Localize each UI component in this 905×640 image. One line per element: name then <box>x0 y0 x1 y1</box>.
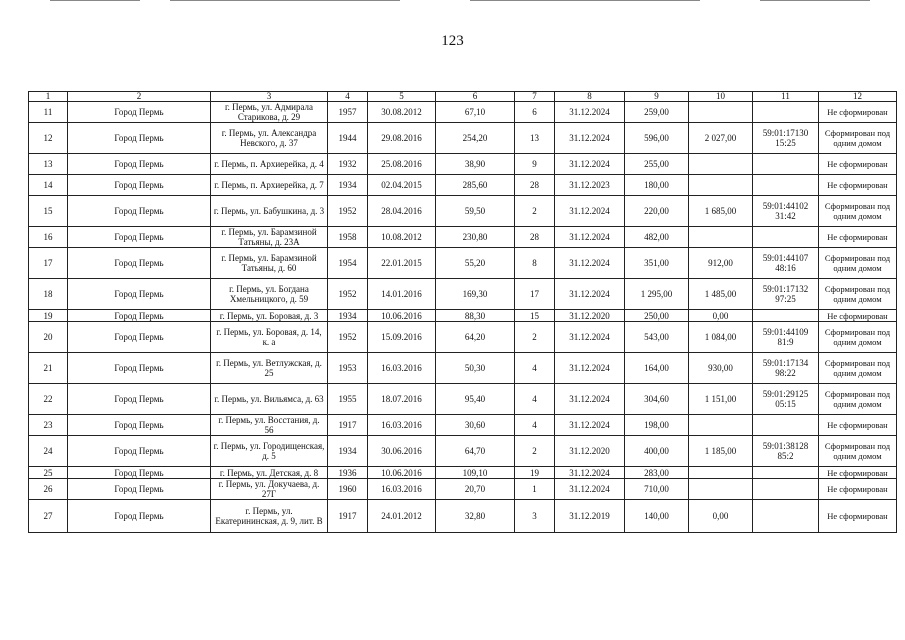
plot-area-cell: 1 485,00 <box>689 279 753 310</box>
row-number-cell: 12 <box>29 123 68 154</box>
plot-status-cell: Не сформирован <box>819 479 897 500</box>
year-built-cell: 1952 <box>328 196 368 227</box>
area-cell: 67,10 <box>436 102 515 123</box>
residents-cell: 28 <box>515 227 555 248</box>
cadastral-number-cell <box>753 154 819 175</box>
header-cell: 4 <box>328 92 368 102</box>
deadline-cell: 31.12.2024 <box>555 467 625 479</box>
address-cell: г. Пермь, ул. Детская, д. 8 <box>211 467 328 479</box>
address-cell: г. Пермь, п. Архиерейка, д. 7 <box>211 175 328 196</box>
residents-cell: 15 <box>515 310 555 322</box>
table-row <box>29 310 897 322</box>
residents-cell: 28 <box>515 175 555 196</box>
row-number-cell: 24 <box>29 436 68 467</box>
municipality-cell: Город Пермь <box>68 322 211 353</box>
land-area-cell: 710,00 <box>625 479 689 500</box>
year-built-cell: 1932 <box>328 154 368 175</box>
plot-area-cell: 1 685,00 <box>689 196 753 227</box>
scan-edge-line <box>50 0 140 1</box>
table-row <box>29 248 897 279</box>
land-area-cell: 400,00 <box>625 436 689 467</box>
table-row <box>29 102 897 123</box>
deadline-cell: 31.12.2024 <box>555 479 625 500</box>
area-cell: 285,60 <box>436 175 515 196</box>
plot-area-cell: 1 185,00 <box>689 436 753 467</box>
deadline-cell: 31.12.2023 <box>555 175 625 196</box>
date-cell: 24.01.2012 <box>368 500 436 533</box>
plot-status-cell: Сформирован под одним домом <box>819 353 897 384</box>
header-cell: 11 <box>753 92 819 102</box>
land-area-cell: 180,00 <box>625 175 689 196</box>
area-cell: 50,30 <box>436 353 515 384</box>
plot-status-cell: Не сформирован <box>819 500 897 533</box>
cadastral-number-cell: 59:01:17134 98:22 <box>753 353 819 384</box>
plot-status-cell: Не сформирован <box>819 310 897 322</box>
address-cell: г. Пермь, ул. Вильямса, д. 63 <box>211 384 328 415</box>
year-built-cell: 1934 <box>328 436 368 467</box>
area-cell: 30,60 <box>436 415 515 436</box>
land-area-cell: 220,00 <box>625 196 689 227</box>
deadline-cell: 31.12.2024 <box>555 279 625 310</box>
cadastral-number-cell: 59:01:29125 05:15 <box>753 384 819 415</box>
cadastral-number-cell: 59:01:17130 15:25 <box>753 123 819 154</box>
plot-status-cell: Не сформирован <box>819 175 897 196</box>
area-cell: 95,40 <box>436 384 515 415</box>
land-area-cell: 255,00 <box>625 154 689 175</box>
deadline-cell: 31.12.2020 <box>555 310 625 322</box>
residents-cell: 13 <box>515 123 555 154</box>
residents-cell: 4 <box>515 353 555 384</box>
date-cell: 16.03.2016 <box>368 415 436 436</box>
cadastral-number-cell <box>753 175 819 196</box>
housing-table <box>28 91 897 533</box>
municipality-cell: Город Пермь <box>68 436 211 467</box>
year-built-cell: 1934 <box>328 175 368 196</box>
row-number-cell: 15 <box>29 196 68 227</box>
date-cell: 14.01.2016 <box>368 279 436 310</box>
year-built-cell: 1936 <box>328 467 368 479</box>
year-built-cell: 1954 <box>328 248 368 279</box>
row-number-cell: 11 <box>29 102 68 123</box>
deadline-cell: 31.12.2020 <box>555 436 625 467</box>
table-row <box>29 196 897 227</box>
date-cell: 16.03.2016 <box>368 479 436 500</box>
municipality-cell: Город Пермь <box>68 102 211 123</box>
area-cell: 32,80 <box>436 500 515 533</box>
plot-status-cell: Сформирован под одним домом <box>819 196 897 227</box>
land-area-cell: 482,00 <box>625 227 689 248</box>
area-cell: 64,70 <box>436 436 515 467</box>
deadline-cell: 31.12.2024 <box>555 196 625 227</box>
residents-cell: 2 <box>515 322 555 353</box>
cadastral-number-cell <box>753 227 819 248</box>
municipality-cell: Город Пермь <box>68 467 211 479</box>
residents-cell: 2 <box>515 196 555 227</box>
area-cell: 38,90 <box>436 154 515 175</box>
cadastral-number-cell <box>753 479 819 500</box>
header-cell: 8 <box>555 92 625 102</box>
land-area-cell: 304,60 <box>625 384 689 415</box>
year-built-cell: 1917 <box>328 500 368 533</box>
plot-area-cell <box>689 154 753 175</box>
plot-status-cell: Сформирован под одним домом <box>819 436 897 467</box>
year-built-cell: 1953 <box>328 353 368 384</box>
residents-cell: 17 <box>515 279 555 310</box>
land-area-cell: 283,00 <box>625 467 689 479</box>
plot-area-cell <box>689 415 753 436</box>
plot-status-cell: Не сформирован <box>819 415 897 436</box>
address-cell: г. Пермь, п. Архиерейка, д. 4 <box>211 154 328 175</box>
year-built-cell: 1960 <box>328 479 368 500</box>
residents-cell: 2 <box>515 436 555 467</box>
table-row <box>29 227 897 248</box>
cadastral-number-cell: 59:01:44102 31:42 <box>753 196 819 227</box>
date-cell: 28.04.2016 <box>368 196 436 227</box>
municipality-cell: Город Пермь <box>68 384 211 415</box>
address-cell: г. Пермь, ул. Боровая, д. 3 <box>211 310 328 322</box>
area-cell: 109,10 <box>436 467 515 479</box>
year-built-cell: 1955 <box>328 384 368 415</box>
scan-edge-line <box>760 0 870 1</box>
plot-status-cell: Сформирован под одним домом <box>819 279 897 310</box>
page-number: 123 <box>441 33 464 49</box>
header-cell: 5 <box>368 92 436 102</box>
plot-area-cell <box>689 467 753 479</box>
plot-status-cell: Не сформирован <box>819 227 897 248</box>
address-cell: г. Пермь, ул. Барамзиной Татьяны, д. 60 <box>211 248 328 279</box>
municipality-cell: Город Пермь <box>68 248 211 279</box>
cadastral-number-cell: 59:01:38128 85:2 <box>753 436 819 467</box>
residents-cell: 6 <box>515 102 555 123</box>
plot-area-cell <box>689 227 753 248</box>
row-number-cell: 16 <box>29 227 68 248</box>
plot-status-cell: Не сформирован <box>819 102 897 123</box>
address-cell: г. Пермь, ул. Восстания, д. 56 <box>211 415 328 436</box>
row-number-cell: 13 <box>29 154 68 175</box>
area-cell: 64,20 <box>436 322 515 353</box>
row-number-cell: 17 <box>29 248 68 279</box>
scan-edge-line <box>470 0 700 1</box>
deadline-cell: 31.12.2024 <box>555 123 625 154</box>
row-number-cell: 21 <box>29 353 68 384</box>
table-row <box>29 353 897 384</box>
year-built-cell: 1952 <box>328 322 368 353</box>
plot-area-cell <box>689 102 753 123</box>
plot-area-cell: 930,00 <box>689 353 753 384</box>
municipality-cell: Город Пермь <box>68 310 211 322</box>
area-cell: 55,20 <box>436 248 515 279</box>
date-cell: 10.08.2012 <box>368 227 436 248</box>
header-cell: 7 <box>515 92 555 102</box>
cadastral-number-cell <box>753 467 819 479</box>
table-row <box>29 500 897 533</box>
plot-area-cell <box>689 175 753 196</box>
residents-cell: 4 <box>515 415 555 436</box>
area-cell: 20,70 <box>436 479 515 500</box>
municipality-cell: Город Пермь <box>68 500 211 533</box>
date-cell: 16.03.2016 <box>368 353 436 384</box>
cadastral-number-cell <box>753 102 819 123</box>
plot-area-cell: 912,00 <box>689 248 753 279</box>
address-cell: г. Пермь, ул. Бабушкина, д. 3 <box>211 196 328 227</box>
cadastral-number-cell <box>753 310 819 322</box>
date-cell: 15.09.2016 <box>368 322 436 353</box>
row-number-cell: 23 <box>29 415 68 436</box>
plot-area-cell <box>689 479 753 500</box>
table-row <box>29 154 897 175</box>
residents-cell: 9 <box>515 154 555 175</box>
municipality-cell: Город Пермь <box>68 479 211 500</box>
date-cell: 02.04.2015 <box>368 175 436 196</box>
row-number-cell: 19 <box>29 310 68 322</box>
deadline-cell: 31.12.2024 <box>555 154 625 175</box>
area-cell: 169,30 <box>436 279 515 310</box>
deadline-cell: 31.12.2024 <box>555 415 625 436</box>
plot-area-cell: 1 084,00 <box>689 322 753 353</box>
municipality-cell: Город Пермь <box>68 175 211 196</box>
table-row <box>29 479 897 500</box>
deadline-cell: 31.12.2024 <box>555 248 625 279</box>
cadastral-number-cell: 59:01:17132 97:25 <box>753 279 819 310</box>
land-area-cell: 250,00 <box>625 310 689 322</box>
plot-status-cell: Сформирован под одним домом <box>819 248 897 279</box>
date-cell: 30.06.2016 <box>368 436 436 467</box>
deadline-cell: 31.12.2024 <box>555 384 625 415</box>
address-cell: г. Пермь, ул. Боровая, д. 14, к. а <box>211 322 328 353</box>
cadastral-number-cell <box>753 415 819 436</box>
land-area-cell: 596,00 <box>625 123 689 154</box>
deadline-cell: 31.12.2024 <box>555 102 625 123</box>
residents-cell: 1 <box>515 479 555 500</box>
date-cell: 29.08.2016 <box>368 123 436 154</box>
table-row <box>29 384 897 415</box>
row-number-cell: 25 <box>29 467 68 479</box>
table-row <box>29 436 897 467</box>
year-built-cell: 1957 <box>328 102 368 123</box>
plot-status-cell: Не сформирован <box>819 154 897 175</box>
deadline-cell: 31.12.2024 <box>555 227 625 248</box>
date-cell: 10.06.2016 <box>368 467 436 479</box>
row-number-cell: 20 <box>29 322 68 353</box>
header-cell: 10 <box>689 92 753 102</box>
residents-cell: 3 <box>515 500 555 533</box>
table-row <box>29 322 897 353</box>
address-cell: г. Пермь, ул. Александра Невского, д. 37 <box>211 123 328 154</box>
land-area-cell: 259,00 <box>625 102 689 123</box>
plot-status-cell: Сформирован под одним домом <box>819 123 897 154</box>
municipality-cell: Город Пермь <box>68 227 211 248</box>
address-cell: г. Пермь, ул. Городищенская, д. 5 <box>211 436 328 467</box>
land-area-cell: 140,00 <box>625 500 689 533</box>
residents-cell: 8 <box>515 248 555 279</box>
address-cell: г. Пермь, ул. Адмирала Старикова, д. 29 <box>211 102 328 123</box>
table-row <box>29 279 897 310</box>
year-built-cell: 1917 <box>328 415 368 436</box>
address-cell: г. Пермь, ул. Екатерининская, д. 9, лит. В <box>211 500 328 533</box>
land-area-cell: 351,00 <box>625 248 689 279</box>
address-cell: г. Пермь, ул. Барамзиной Татьяны, д. 23А <box>211 227 328 248</box>
plot-status-cell: Сформирован под одним домом <box>819 384 897 415</box>
header-cell: 1 <box>29 92 68 102</box>
cadastral-number-cell <box>753 500 819 533</box>
deadline-cell: 31.12.2024 <box>555 322 625 353</box>
year-built-cell: 1958 <box>328 227 368 248</box>
residents-cell: 4 <box>515 384 555 415</box>
area-cell: 254,20 <box>436 123 515 154</box>
land-area-cell: 198,00 <box>625 415 689 436</box>
header-cell: 6 <box>436 92 515 102</box>
cadastral-number-cell: 59:01:44109 81:9 <box>753 322 819 353</box>
scan-edge-line <box>170 0 400 1</box>
area-cell: 88,30 <box>436 310 515 322</box>
header-row <box>29 92 897 102</box>
address-cell: г. Пермь, ул. Богдана Хмельницкого, д. 59 <box>211 279 328 310</box>
row-number-cell: 22 <box>29 384 68 415</box>
land-area-cell: 543,00 <box>625 322 689 353</box>
header-cell: 12 <box>819 92 897 102</box>
row-number-cell: 18 <box>29 279 68 310</box>
date-cell: 22.01.2015 <box>368 248 436 279</box>
year-built-cell: 1934 <box>328 310 368 322</box>
row-number-cell: 26 <box>29 479 68 500</box>
table-row <box>29 175 897 196</box>
plot-area-cell: 2 027,00 <box>689 123 753 154</box>
address-cell: г. Пермь, ул. Ветлужская, д. 25 <box>211 353 328 384</box>
land-area-cell: 1 295,00 <box>625 279 689 310</box>
date-cell: 18.07.2016 <box>368 384 436 415</box>
date-cell: 25.08.2016 <box>368 154 436 175</box>
date-cell: 30.08.2012 <box>368 102 436 123</box>
municipality-cell: Город Пермь <box>68 353 211 384</box>
municipality-cell: Город Пермь <box>68 196 211 227</box>
plot-area-cell: 0,00 <box>689 310 753 322</box>
municipality-cell: Город Пермь <box>68 123 211 154</box>
municipality-cell: Город Пермь <box>68 279 211 310</box>
header-cell: 2 <box>68 92 211 102</box>
municipality-cell: Город Пермь <box>68 154 211 175</box>
residents-cell: 19 <box>515 467 555 479</box>
year-built-cell: 1944 <box>328 123 368 154</box>
address-cell: г. Пермь, ул. Докучаева, д. 27Г <box>211 479 328 500</box>
year-built-cell: 1952 <box>328 279 368 310</box>
plot-status-cell: Сформирован под одним домом <box>819 322 897 353</box>
table-row <box>29 415 897 436</box>
deadline-cell: 31.12.2019 <box>555 500 625 533</box>
plot-status-cell: Не сформирован <box>819 467 897 479</box>
municipality-cell: Город Пермь <box>68 415 211 436</box>
date-cell: 10.06.2016 <box>368 310 436 322</box>
header-cell: 3 <box>211 92 328 102</box>
plot-area-cell: 1 151,00 <box>689 384 753 415</box>
plot-area-cell: 0,00 <box>689 500 753 533</box>
row-number-cell: 14 <box>29 175 68 196</box>
land-area-cell: 164,00 <box>625 353 689 384</box>
area-cell: 230,80 <box>436 227 515 248</box>
table-row <box>29 467 897 479</box>
area-cell: 59,50 <box>436 196 515 227</box>
header-cell: 9 <box>625 92 689 102</box>
deadline-cell: 31.12.2024 <box>555 353 625 384</box>
cadastral-number-cell: 59:01:44107 48:16 <box>753 248 819 279</box>
table-row <box>29 123 897 154</box>
row-number-cell: 27 <box>29 500 68 533</box>
